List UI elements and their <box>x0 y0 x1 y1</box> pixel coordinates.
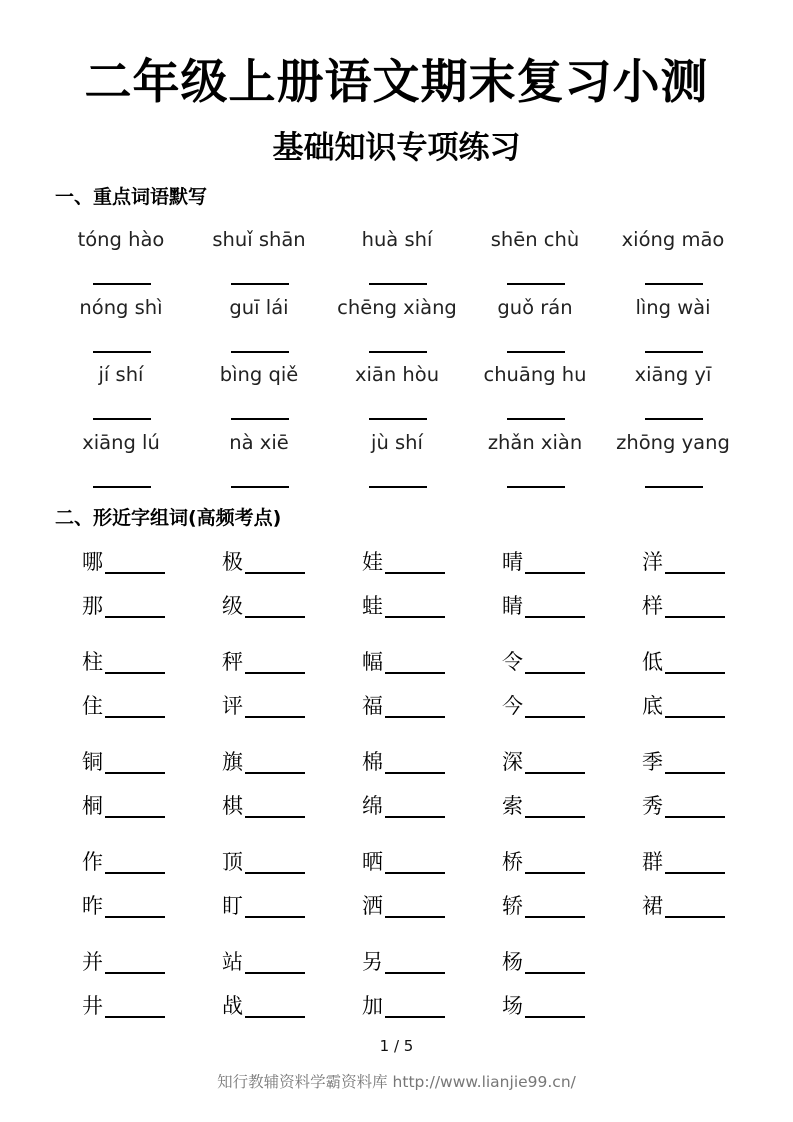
word-blank[interactable] <box>245 616 305 618</box>
pinyin-text: bìng qiě <box>219 363 299 386</box>
character-item <box>82 792 222 836</box>
answer-blank[interactable] <box>93 418 151 420</box>
pinyin-text: nóng shì <box>79 295 163 319</box>
character-glyph: 并 <box>82 950 103 974</box>
character-item <box>502 748 642 792</box>
character-glyph: 底 <box>642 694 663 718</box>
answer-blank[interactable] <box>507 283 565 285</box>
pinyin-item <box>52 294 190 362</box>
character-glyph: 福 <box>362 694 383 718</box>
word-blank[interactable] <box>245 772 305 774</box>
character-glyph: 桥 <box>502 850 523 874</box>
character-glyph: 洒 <box>362 894 383 918</box>
character-item <box>502 948 642 992</box>
character-glyph: 评 <box>222 694 243 718</box>
word-blank[interactable] <box>245 816 305 818</box>
character-glyph: 秤 <box>222 650 243 674</box>
pinyin-grid <box>52 226 742 496</box>
character-item <box>502 892 642 936</box>
page-subtitle: 基础知识专项练习 <box>272 130 521 166</box>
character-glyph: 井 <box>82 994 103 1018</box>
character-item <box>362 848 502 892</box>
answer-blank[interactable] <box>231 351 289 353</box>
answer-blank[interactable] <box>231 486 289 488</box>
character-item <box>362 748 502 792</box>
character-glyph: 今 <box>502 694 523 718</box>
character-glyph: 轿 <box>502 894 523 918</box>
word-blank[interactable] <box>105 772 165 774</box>
word-blank[interactable] <box>665 772 725 774</box>
character-grid <box>82 548 782 1036</box>
word-blank[interactable] <box>245 872 305 874</box>
character-item <box>642 892 782 936</box>
pinyin-item <box>466 226 604 294</box>
pinyin-item <box>52 429 190 497</box>
character-glyph: 哪 <box>82 550 103 574</box>
word-blank[interactable] <box>385 772 445 774</box>
pinyin-text: jí shí <box>98 363 144 386</box>
character-glyph: 级 <box>222 594 243 618</box>
pinyin-text: tóng hào <box>77 228 165 251</box>
word-blank[interactable] <box>105 816 165 818</box>
character-glyph: 盯 <box>222 894 243 918</box>
pinyin-text: jù shí <box>371 430 423 454</box>
pinyin-text: xiāng yī <box>634 363 712 386</box>
word-blank[interactable] <box>665 916 725 918</box>
pinyin-item <box>52 361 190 429</box>
pinyin-text: huà shí <box>361 228 433 251</box>
pinyin-text: xiāng lú <box>82 430 160 454</box>
pinyin-text: nà xiē <box>229 430 289 454</box>
word-blank[interactable] <box>105 672 165 674</box>
character-item <box>362 592 502 636</box>
character-item <box>82 848 222 892</box>
word-blank[interactable] <box>245 716 305 718</box>
answer-blank[interactable] <box>93 351 151 353</box>
pinyin-text: guǒ rán <box>497 295 573 319</box>
character-glyph: 作 <box>82 850 103 874</box>
word-blank[interactable] <box>385 872 445 874</box>
character-item <box>642 792 782 836</box>
character-item <box>222 948 362 992</box>
character-glyph: 晒 <box>362 850 383 874</box>
character-item <box>82 692 222 736</box>
character-glyph: 裙 <box>642 894 663 918</box>
character-item <box>362 792 502 836</box>
word-blank[interactable] <box>245 1016 305 1018</box>
word-blank[interactable] <box>105 572 165 574</box>
character-item <box>362 648 502 692</box>
word-blank[interactable] <box>525 916 585 918</box>
pinyin-item <box>466 429 604 497</box>
character-item <box>362 992 502 1036</box>
character-glyph: 绵 <box>362 794 383 818</box>
character-item <box>222 892 362 936</box>
word-blank[interactable] <box>385 916 445 918</box>
word-blank[interactable] <box>525 872 585 874</box>
character-item <box>82 648 222 692</box>
pinyin-item <box>190 429 328 497</box>
character-item <box>222 792 362 836</box>
word-blank[interactable] <box>105 616 165 618</box>
character-glyph: 顶 <box>222 850 243 874</box>
character-item <box>502 848 642 892</box>
word-blank[interactable] <box>665 672 725 674</box>
word-blank[interactable] <box>665 816 725 818</box>
character-item <box>642 548 782 592</box>
pinyin-text: shēn chù <box>490 228 580 251</box>
character-item <box>642 848 782 892</box>
character-item <box>502 792 642 836</box>
answer-blank[interactable] <box>645 351 703 353</box>
character-item <box>82 948 222 992</box>
pinyin-item <box>190 294 328 362</box>
answer-blank[interactable] <box>369 486 427 488</box>
character-glyph: 极 <box>222 550 243 574</box>
pinyin-text: xiān hòu <box>354 363 440 386</box>
answer-blank[interactable] <box>645 283 703 285</box>
section-heading-vocabulary: 一、重点词语默写 <box>55 186 208 208</box>
pinyin-item <box>328 429 466 497</box>
pinyin-item <box>604 226 742 294</box>
word-blank[interactable] <box>105 716 165 718</box>
character-glyph: 深 <box>502 750 523 774</box>
word-blank[interactable] <box>525 972 585 974</box>
character-glyph: 棋 <box>222 794 243 818</box>
answer-blank[interactable] <box>369 283 427 285</box>
word-blank[interactable] <box>525 572 585 574</box>
character-glyph: 秀 <box>642 794 663 818</box>
word-blank[interactable] <box>385 816 445 818</box>
pinyin-text: chuāng hu <box>483 363 587 386</box>
word-blank[interactable] <box>105 972 165 974</box>
character-glyph: 令 <box>502 650 523 674</box>
word-blank[interactable] <box>245 916 305 918</box>
character-item <box>642 648 782 692</box>
word-blank[interactable] <box>525 816 585 818</box>
pinyin-text: chēng xiàng <box>337 295 457 319</box>
word-blank[interactable] <box>385 716 445 718</box>
answer-blank[interactable] <box>645 418 703 420</box>
pinyin-text: guī lái <box>229 295 289 319</box>
character-item <box>642 592 782 636</box>
character-item <box>222 692 362 736</box>
character-item <box>82 992 222 1036</box>
pinyin-item <box>604 361 742 429</box>
pinyin-text: xióng māo <box>621 228 725 251</box>
pinyin-item <box>52 226 190 294</box>
word-blank[interactable] <box>245 972 305 974</box>
word-blank[interactable] <box>525 772 585 774</box>
answer-blank[interactable] <box>369 418 427 420</box>
character-glyph: 群 <box>642 850 663 874</box>
character-glyph: 晴 <box>502 550 523 574</box>
page-number: 1 / 5 <box>379 1037 414 1055</box>
pinyin-item <box>604 294 742 362</box>
answer-blank[interactable] <box>231 418 289 420</box>
pinyin-item <box>328 294 466 362</box>
character-glyph: 蛙 <box>362 594 383 618</box>
character-item <box>362 548 502 592</box>
character-glyph: 娃 <box>362 550 383 574</box>
character-item <box>502 548 642 592</box>
character-glyph: 桐 <box>82 794 103 818</box>
footer-watermark: 知行教辅资料学霸资料库 http://www.lianjie99.cn/ <box>217 1073 576 1091</box>
pinyin-item <box>604 429 742 497</box>
word-blank[interactable] <box>525 1016 585 1018</box>
word-blank[interactable] <box>665 872 725 874</box>
pinyin-item <box>328 361 466 429</box>
character-item <box>222 992 362 1036</box>
character-glyph: 铜 <box>82 750 103 774</box>
word-blank[interactable] <box>665 572 725 574</box>
character-item <box>222 648 362 692</box>
character-item <box>362 692 502 736</box>
word-blank[interactable] <box>385 572 445 574</box>
character-item <box>642 692 782 736</box>
answer-blank[interactable] <box>231 283 289 285</box>
answer-blank[interactable] <box>507 418 565 420</box>
pinyin-item <box>190 226 328 294</box>
word-blank[interactable] <box>385 672 445 674</box>
answer-blank[interactable] <box>93 486 151 488</box>
pinyin-text: shuǐ shān <box>212 228 306 251</box>
character-item <box>502 992 642 1036</box>
section-heading-similar-characters: 二、形近字组词(高频考点) <box>55 507 282 529</box>
page-title: 二年级上册语文期末复习小测 <box>84 55 709 110</box>
pinyin-text: lìng wài <box>635 295 711 319</box>
word-blank[interactable] <box>665 616 725 618</box>
character-glyph: 幅 <box>362 650 383 674</box>
word-blank[interactable] <box>525 672 585 674</box>
word-blank[interactable] <box>525 716 585 718</box>
answer-blank[interactable] <box>369 351 427 353</box>
word-blank[interactable] <box>245 572 305 574</box>
character-glyph: 那 <box>82 594 103 618</box>
word-blank[interactable] <box>105 872 165 874</box>
character-glyph: 杨 <box>502 950 523 974</box>
character-glyph: 战 <box>222 994 243 1018</box>
character-item <box>642 748 782 792</box>
character-item <box>222 848 362 892</box>
character-item <box>222 748 362 792</box>
character-item <box>502 692 642 736</box>
character-glyph: 样 <box>642 594 663 618</box>
word-blank[interactable] <box>525 616 585 618</box>
pinyin-item <box>328 226 466 294</box>
pinyin-text: zhōng yang <box>616 430 730 454</box>
character-glyph: 住 <box>82 694 103 718</box>
character-item <box>502 592 642 636</box>
character-item <box>82 892 222 936</box>
character-item <box>222 592 362 636</box>
character-item <box>82 548 222 592</box>
character-glyph: 季 <box>642 750 663 774</box>
character-glyph: 索 <box>502 794 523 818</box>
character-glyph: 睛 <box>502 594 523 618</box>
character-item <box>82 592 222 636</box>
pinyin-item <box>466 294 604 362</box>
word-blank[interactable] <box>105 916 165 918</box>
character-glyph: 旗 <box>222 750 243 774</box>
word-blank[interactable] <box>105 1016 165 1018</box>
answer-blank[interactable] <box>645 486 703 488</box>
character-glyph: 柱 <box>82 650 103 674</box>
character-item <box>362 948 502 992</box>
character-glyph: 棉 <box>362 750 383 774</box>
word-blank[interactable] <box>385 972 445 974</box>
pinyin-text: zhǎn xiàn <box>487 430 583 454</box>
answer-blank[interactable] <box>93 283 151 285</box>
character-item <box>642 948 782 992</box>
answer-blank[interactable] <box>507 351 565 353</box>
character-item <box>502 648 642 692</box>
word-blank[interactable] <box>245 672 305 674</box>
character-glyph: 加 <box>362 994 383 1018</box>
word-blank[interactable] <box>385 616 445 618</box>
character-item <box>642 992 782 1036</box>
character-glyph: 场 <box>502 994 523 1018</box>
character-glyph: 洋 <box>642 550 663 574</box>
character-glyph: 低 <box>642 650 663 674</box>
word-blank[interactable] <box>665 716 725 718</box>
answer-blank[interactable] <box>507 486 565 488</box>
pinyin-item <box>466 361 604 429</box>
character-item <box>222 548 362 592</box>
character-item <box>362 892 502 936</box>
character-glyph: 站 <box>222 950 243 974</box>
character-item <box>82 748 222 792</box>
character-glyph: 另 <box>362 950 383 974</box>
word-blank[interactable] <box>385 1016 445 1018</box>
character-glyph: 昨 <box>82 894 103 918</box>
pinyin-item <box>190 361 328 429</box>
